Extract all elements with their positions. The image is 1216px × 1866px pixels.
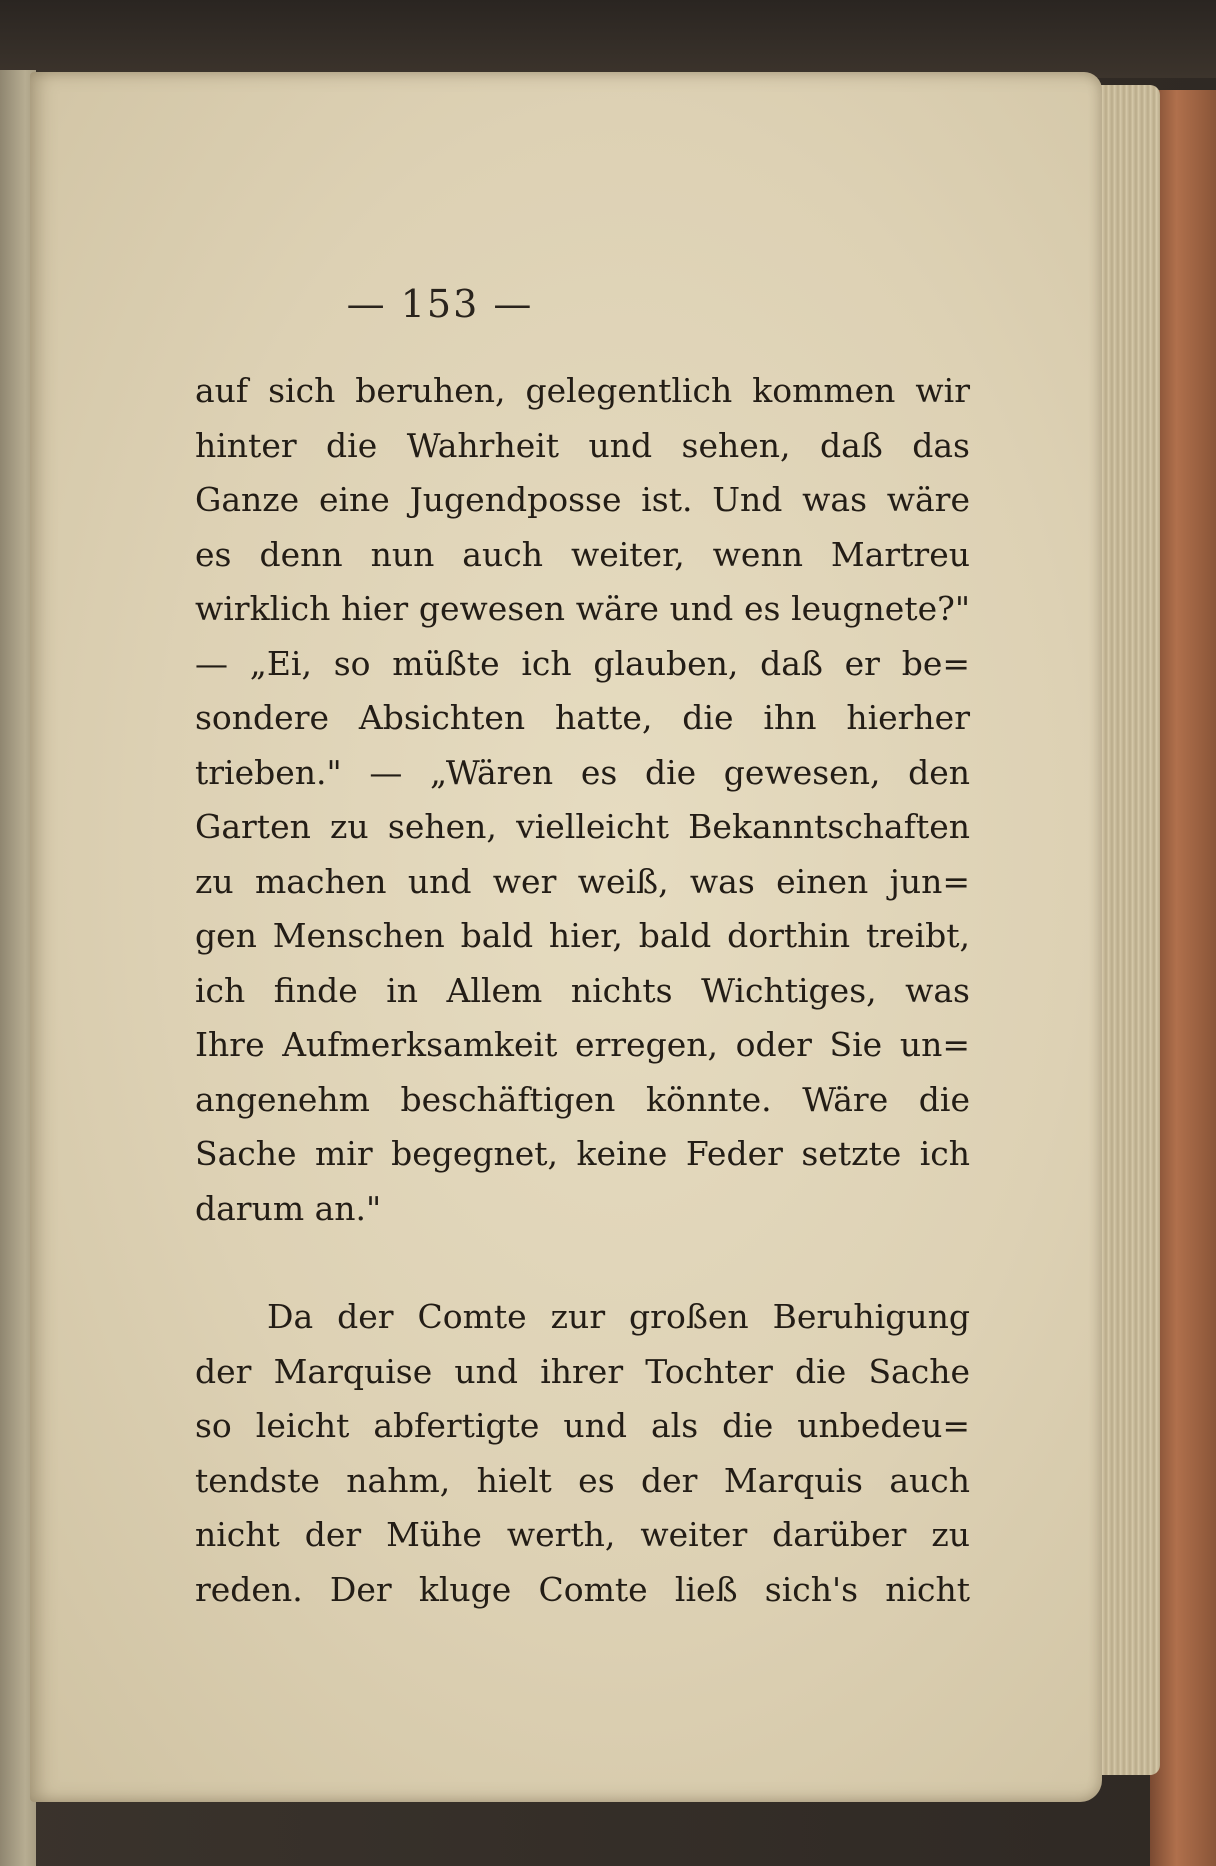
text-line: darum an." — [195, 1188, 382, 1228]
page-body — [195, 364, 970, 1617]
text-line: der Marquise und ihrer Tochter die Sache — [195, 1351, 970, 1391]
text-line: auf sich beruhen, gelegentlich kommen wir — [195, 371, 970, 410]
book-page — [30, 72, 1102, 1802]
text-line: nicht der Mühe werth, weiter darüber zu — [195, 1515, 970, 1554]
text-line: Sache mir begegnet, keine Feder setzte ich — [195, 1134, 970, 1173]
text-line: trieben." — „Wären es die gewesen, den — [195, 752, 970, 792]
text-line: sondere Absichten hatte, die ihn hierher — [195, 698, 970, 737]
text-line: wirklich hier gewesen wäre und es leugnete?" — [195, 589, 970, 628]
text-line: ich finde in Allem nichts Wichtiges, was — [195, 970, 970, 1010]
text-line: Ihre Aufmerksamkeit erregen, oder Sie un= — [195, 1025, 970, 1064]
paragraph-1 — [195, 364, 970, 1236]
text-line: so leicht abfertigte und als die unbedeu= — [195, 1406, 970, 1445]
text-line: es denn nun auch weiter, wenn Martreu — [195, 534, 970, 574]
page-header: — 153 — — [346, 282, 534, 326]
text-line: — „Ei, so müßte ich glauben, daß er be= — [195, 643, 970, 683]
text-line: Ganze eine Jugendposse ist. Und was wäre — [195, 480, 970, 519]
text-line: hinter die Wahrheit und sehen, daß das — [195, 425, 970, 465]
text-line: gen Menschen bald hier, bald dorthin treibt, — [195, 916, 970, 955]
text-line: zu machen und wer weiß, was einen jun= — [195, 861, 970, 901]
paragraph-gap — [195, 1236, 970, 1290]
text-line: angenehm beschäftigen könnte. Wäre die — [195, 1079, 970, 1119]
book-cover-top — [0, 0, 1216, 78]
text-line: Garten zu sehen, vielleicht Bekanntschaften — [195, 807, 970, 846]
text-line: tendste nahm, hielt es der Marquis auch — [195, 1460, 970, 1500]
text-line: reden. Der kluge Comte ließ sich's nicht — [195, 1569, 970, 1609]
text-line: Da der Comte zur großen Beruhigung — [267, 1297, 970, 1336]
paragraph-2 — [195, 1290, 970, 1617]
